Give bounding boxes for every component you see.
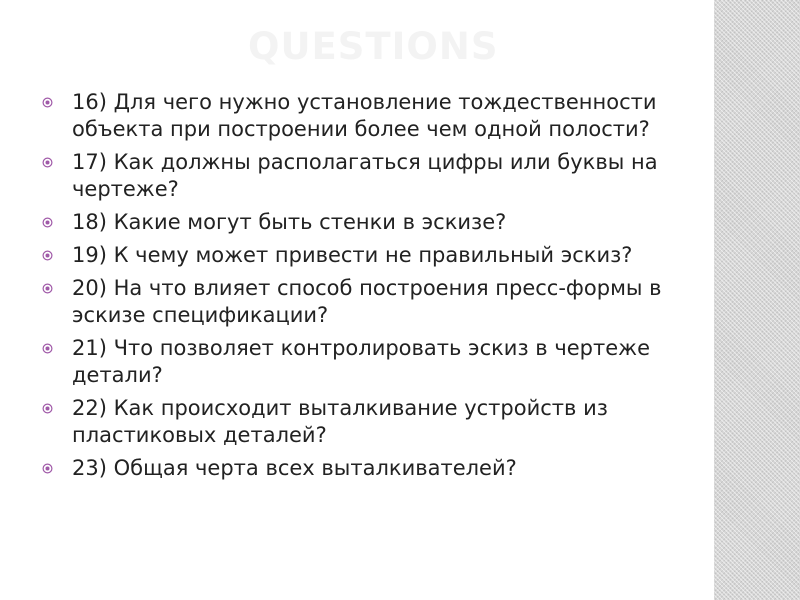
list-item-text: 21) Что позволяет контролировать эскиз в чертеже детали? <box>72 336 650 387</box>
list-item-text: 23) Общая черта всех выталкивателей? <box>72 456 517 480</box>
circle-bullet-icon <box>42 97 53 108</box>
circle-bullet-icon <box>42 157 53 168</box>
slide-title: QUESTIONS <box>248 25 499 68</box>
list-item-text: 22) Как происходит выталкивание устройств из пластиковых деталей? <box>72 396 608 447</box>
list-item-text: 17) Как должны располагаться цифры или буквы на чертеже? <box>72 150 658 201</box>
circle-bullet-icon <box>42 463 53 474</box>
circle-bullet-icon <box>42 343 53 354</box>
list-item <box>0 242 700 269</box>
list-item-text: 19) К чему может привести не правильный эскиз? <box>72 243 633 267</box>
decorative-side-bar <box>714 0 800 600</box>
list-item <box>0 209 700 236</box>
list-item <box>0 395 700 449</box>
list-item <box>0 275 700 329</box>
circle-bullet-icon <box>42 403 53 414</box>
list-item <box>0 455 700 482</box>
list-item <box>0 89 700 143</box>
circle-bullet-icon <box>42 283 53 294</box>
list-item-text: 16) Для чего нужно установление тождественности объекта при построении более чем одной полости? <box>72 90 657 141</box>
list-item-text: 20) На что влияет способ построения пресс-формы в эскизе спецификации? <box>72 276 662 327</box>
circle-bullet-icon <box>42 217 53 228</box>
list-item <box>0 149 700 203</box>
list-item-text: 18) Какие могут быть стенки в эскизе? <box>72 210 507 234</box>
list-item <box>0 335 700 389</box>
circle-bullet-icon <box>42 250 53 261</box>
questions-list <box>0 89 700 488</box>
